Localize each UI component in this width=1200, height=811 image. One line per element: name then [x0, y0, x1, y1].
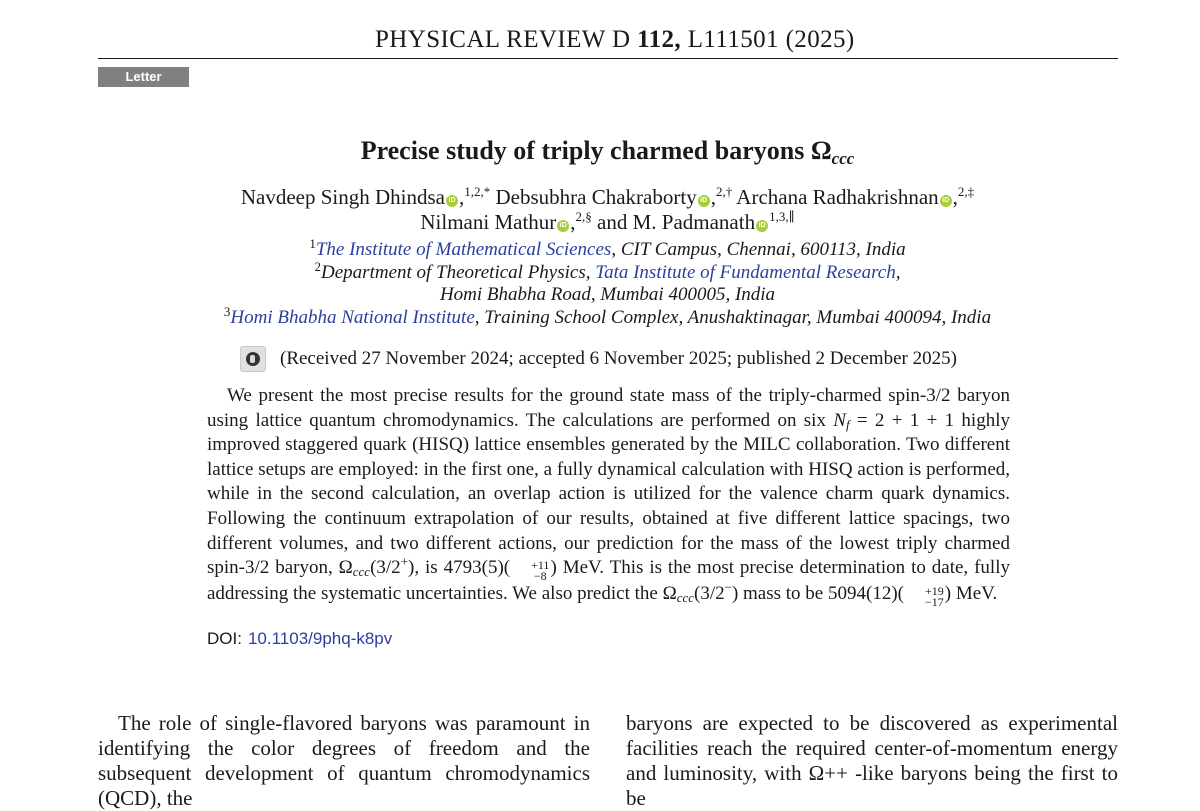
publication-dates: (Received 27 November 2024; accepted 6 November 2025; published 2 December 2025) [280, 348, 957, 369]
header-divider [98, 58, 1118, 59]
paper-title [0, 136, 1200, 169]
affiliation-link[interactable]: The Institute of Mathematical Sciences [315, 239, 612, 260]
body-column-right: baryons are expected to be discovered as experimental facilities reach the required center-of-momentum energy and luminosity, with Ω++ -like baryons being the first to be [626, 711, 1118, 810]
uncertainty-lower: −8 [533, 569, 547, 584]
body-column-left: The role of single-flavored baryons was paramount in identifying the color degrees of freedom and the subsequent development of quantum chromodynamics (QCD), the [98, 711, 590, 810]
author-name[interactable]: Debsubhra Chakraborty [495, 185, 697, 209]
uncertainty-upper: +19 [924, 584, 944, 599]
math-superscript: + [400, 553, 409, 569]
author-list: Navdeep Singh Dhindsa iD ,$^{1,2,*}$ Debsubhra Chakraborty iD ,$^{2,\dagger}$ Archana Radhakrishnan iD ,$^{2,\ddagger}$ [240, 184, 975, 209]
abstract-text: ) MeV. [944, 583, 998, 605]
orcid-icon[interactable]: iD [446, 195, 458, 207]
author-name[interactable]: Archana Radhakrishnan [736, 185, 939, 209]
affiliation-text: , [895, 262, 901, 283]
journal-header [375, 26, 855, 54]
abstract-text: = 2 + 1 + 1 highly improved staggered quark (HISQ) lattice ensembles generated by the MILC collaboration. Two different lattice setups are employed: in the first one, a fully dynamical calculation with HISQ action is performed, while in the second calculation, an overlap action is utilized for the valence charm quark dynamics. Following the continuum extrapolation of our results, obtained at five different lattice spacings, two different volumes, and two different actions, our prediction for the mass of the lowest triply charmed spin-3/2 baryon, Ω [207, 409, 1010, 579]
journal-name: PHYSICAL REVIEW D [375, 26, 631, 53]
author-name[interactable]: Nilmani Mathur [420, 210, 557, 234]
abstract-text: ), is 4793(5)( [408, 557, 511, 579]
author-list-continued: Nilmani Mathur iD ,$^{2,\S}$ and M. Padmanath iD$^{1,3,\parallel}$ [420, 209, 795, 234]
abstract-text: (3/2 [694, 583, 725, 605]
article-number: L111501 (2025) [687, 26, 855, 53]
affiliation-text: , Training School Complex, Anushaktinagar, Mumbai 400094, India [474, 307, 992, 328]
orcid-icon[interactable]: iD [698, 195, 710, 207]
abstract-text: (3/2 [370, 557, 401, 579]
affiliation-text: , CIT Campus, Chennai, 600113, India [611, 239, 906, 260]
and-word: and [597, 210, 628, 234]
uncertainty-upper: +11 [531, 558, 550, 573]
uncertainty-fraction [905, 586, 944, 608]
abstract [207, 384, 1010, 608]
affiliation-number: 3 [223, 304, 231, 319]
author-name[interactable]: Navdeep Singh Dhindsa [240, 185, 445, 209]
affiliation-link[interactable]: Homi Bhabha National Institute [230, 307, 475, 328]
doi-row [207, 629, 392, 649]
author-affiliation[interactable]: 2,‡ [957, 184, 975, 199]
math-subscript: ccc [676, 590, 694, 606]
affiliation-link[interactable]: Tata Institute of Fundamental Research [595, 262, 896, 283]
title-subscript: ccc [831, 149, 855, 168]
doi-link[interactable]: 10.1103/9phq-k8pv [247, 629, 393, 648]
publication-dates-row [240, 346, 957, 372]
crossmark-icon[interactable] [240, 346, 266, 372]
math-superscript: − [724, 579, 732, 595]
math-subscript: f [845, 416, 850, 432]
orcid-icon[interactable]: iD [940, 195, 952, 207]
affiliation-number: 2 [314, 259, 322, 274]
abstract-text: ) MeV. This is the most precise determination to date, fully addressing the systematic uncertainties. We also predict the Ω [207, 557, 1010, 605]
author-affiliation[interactable]: 1,2,* [464, 184, 491, 199]
title-text: Precise study of triply charmed baryons Ω [360, 136, 832, 165]
math-subscript: ccc [352, 564, 371, 580]
affiliation-1 [0, 236, 1200, 261]
author-name[interactable]: M. Padmanath [632, 210, 756, 234]
article-type-badge: Letter [98, 67, 189, 87]
author-affiliation[interactable]: 2,§ [575, 209, 592, 224]
math-symbol: N [833, 409, 846, 431]
author-affiliation[interactable]: 1,3,∥ [769, 209, 795, 224]
author-affiliation[interactable]: 2,† [715, 184, 733, 199]
affiliation-text: Department of Theoretical Physics, [321, 262, 596, 283]
uncertainty-fraction [511, 560, 549, 582]
affiliation-3 [0, 304, 1200, 329]
doi-label: DOI: [207, 629, 242, 648]
abstract-text: We present the most precise results for the ground state mass of the triply-charmed spin-3/2 baryon using lattice quantum chromodynamics. The calculations are performed on six [207, 385, 1010, 431]
affiliation-2 [0, 259, 1200, 284]
journal-volume: 112, [637, 26, 682, 53]
affiliation-2-address: Homi Bhabha Road, Mumbai 400005, India [439, 284, 776, 305]
orcid-icon[interactable]: iD [557, 220, 569, 232]
uncertainty-lower: −17 [924, 595, 944, 610]
abstract-text: ) mass to be 5094(12)( [731, 583, 904, 605]
affiliation-number: 1 [309, 236, 316, 251]
orcid-icon[interactable]: iD [756, 220, 768, 232]
